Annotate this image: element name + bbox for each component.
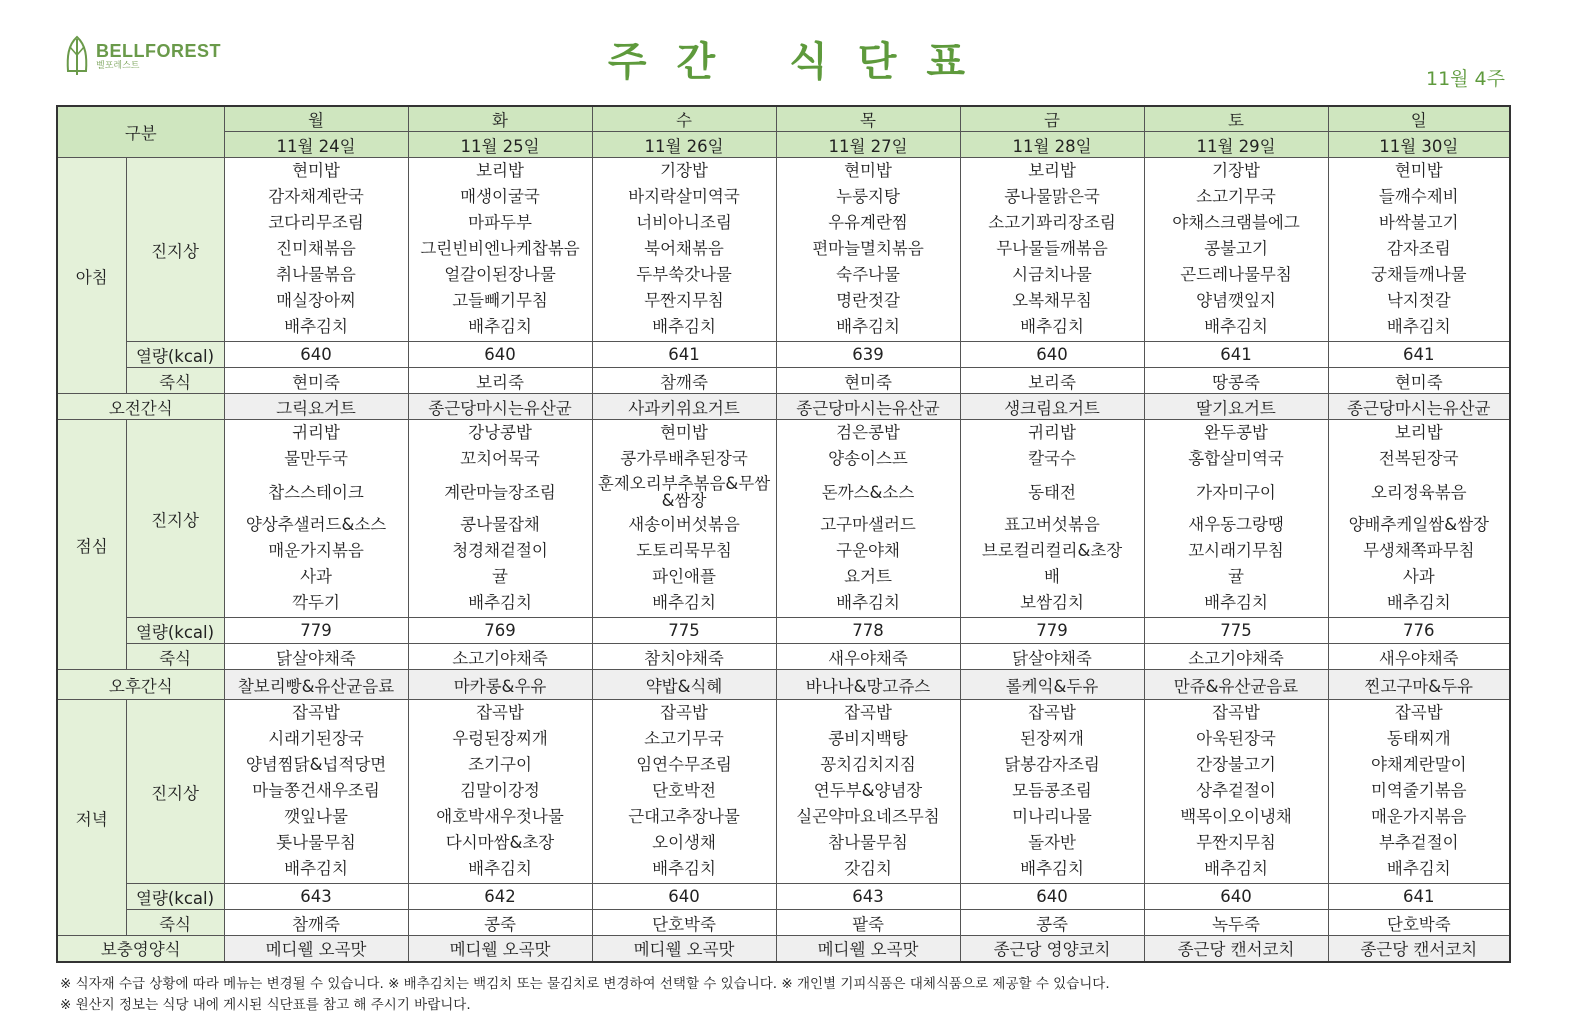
menu-item: 마파두부 xyxy=(468,213,532,232)
kcal-value: 640 xyxy=(960,884,1144,910)
snack-value: 메디웰 오곡맛 xyxy=(408,936,592,962)
kcal-value: 643 xyxy=(776,884,960,910)
menu-item: 기장밥 xyxy=(660,161,708,180)
menu-item: 바싹불고기 xyxy=(1378,213,1459,232)
menu-item: 잡곡밥 xyxy=(844,703,892,722)
main-label: 진지상 xyxy=(126,700,224,884)
menu-item: 현미밥 xyxy=(844,161,892,180)
week-label: 11월 4주 xyxy=(1425,68,1505,90)
kcal-value: 769 xyxy=(408,618,592,644)
menu-cell xyxy=(408,700,592,884)
menu-item: 고들빼기무침 xyxy=(452,291,548,310)
menu-item: 도토리묵무침 xyxy=(636,541,732,560)
menu-item: 배 xyxy=(1044,567,1060,586)
porridge-value: 닭살야채죽 xyxy=(960,644,1144,670)
menu-cell xyxy=(592,158,776,342)
menu-item: 배추김치 xyxy=(1204,859,1268,878)
menu-item: 돌자반 xyxy=(1028,833,1076,852)
menu-cell xyxy=(960,700,1144,884)
snack-value: 마카롱&우유 xyxy=(408,670,592,700)
snack-value: 메디웰 오곡맛 xyxy=(224,936,408,962)
snack-value: 그릭요거트 xyxy=(224,394,408,420)
menu-item: 배추김치 xyxy=(1386,859,1451,878)
menu-item: 찹스스테이크 xyxy=(268,482,364,502)
date-header: 11월 28일 xyxy=(960,132,1144,158)
menu-item: 배추김치 xyxy=(1204,317,1268,336)
menu-item: 매생이굴국 xyxy=(460,187,540,206)
menu-item: 누룽지탕 xyxy=(836,187,900,206)
menu-item: 강낭콩밥 xyxy=(468,423,532,442)
menu-item: 동태전 xyxy=(1028,482,1076,502)
menu-item: 콩가루배추된장국 xyxy=(620,449,748,468)
menu-item: 검은콩밥 xyxy=(836,423,900,442)
menu-item: 숙주나물 xyxy=(836,265,900,284)
snack-value: 찰보리빵&유산균음료 xyxy=(224,670,408,700)
menu-item: 궁채들깨나물 xyxy=(1370,265,1467,284)
menu-item: 구운야채 xyxy=(836,541,900,560)
menu-cell xyxy=(408,420,592,618)
menu-item: 꽁치김치지짐 xyxy=(820,755,916,774)
menu-item: 된장찌개 xyxy=(1020,729,1084,748)
kcal-label: 열량(kcal) xyxy=(126,618,224,644)
menu-item: 칼국수 xyxy=(1028,449,1076,468)
porridge-value: 현미죽 xyxy=(224,368,408,394)
menu-item: 오복채무침 xyxy=(1012,291,1092,310)
meal-label-breakfast: 아침 xyxy=(57,158,126,394)
menu-item: 진미채볶음 xyxy=(276,239,356,258)
kcal-value: 640 xyxy=(592,884,776,910)
menu-item: 아욱된장국 xyxy=(1196,729,1276,748)
menu-item: 상추겉절이 xyxy=(1196,781,1276,800)
menu-item: 물만두국 xyxy=(284,449,348,468)
menu-item: 배추김치 xyxy=(836,593,900,612)
date-header: 11월 24일 xyxy=(224,132,408,158)
menu-item: 배추김치 xyxy=(652,593,716,612)
logo-name: BELLFOREST xyxy=(96,40,221,61)
menu-item: 배추김치 xyxy=(1020,859,1084,878)
menu-item: 귤 xyxy=(1228,567,1244,586)
menu-cell xyxy=(592,700,776,884)
porridge-value: 녹두죽 xyxy=(1144,910,1328,936)
menu-item: 잡곡밥 xyxy=(292,703,340,722)
menu-item: 배추김치 xyxy=(1386,593,1451,612)
day-header: 토 xyxy=(1144,106,1328,132)
menu-cell xyxy=(1328,158,1510,342)
date-header: 11월 26일 xyxy=(592,132,776,158)
menu-item: 현미밥 xyxy=(660,423,708,442)
porridge-value: 보리죽 xyxy=(408,368,592,394)
menu-item: 귀리밥 xyxy=(1028,423,1076,442)
kcal-value: 779 xyxy=(224,618,408,644)
menu-item: 배추김치 xyxy=(652,317,716,336)
snack-value: 롤케익&두유 xyxy=(960,670,1144,700)
menu-item: 양상추샐러드&소스 xyxy=(245,515,387,534)
menu-item: 양송이스프 xyxy=(828,449,908,468)
date-header: 11월 29일 xyxy=(1144,132,1328,158)
menu-item: 낙지젓갈 xyxy=(1386,291,1451,310)
porridge-label: 죽식 xyxy=(126,644,224,670)
snack-value: 딸기요거트 xyxy=(1144,394,1328,420)
corner-header: 구분 xyxy=(57,106,224,158)
menu-item: 배추김치 xyxy=(468,317,532,336)
menu-item: 조기구이 xyxy=(468,755,532,774)
snack-value: 종근당마시는유산균 xyxy=(1328,394,1510,420)
menu-item: 감자채계란국 xyxy=(268,187,364,206)
note-line: ※ 식자재 수급 상황에 따라 메뉴는 변경될 수 있습니다. ※ 배추김치는 백김치 또는 물김치로 변경하여 선택할 수 있습니다. ※ 개인별 기피식품은 대체식품으로 제공할 수 있습니다. xyxy=(60,976,1110,992)
menu-item: 잡곡밥 xyxy=(1028,703,1076,722)
menu-item: 그린빈비엔나케찹볶음 xyxy=(420,239,580,258)
menu-item: 임연수무조림 xyxy=(636,755,732,774)
menu-item: 양념찜닭&넙적당면 xyxy=(245,755,387,774)
page-title: 주간 식단표 xyxy=(607,39,996,85)
menu-item: 매실장아찌 xyxy=(276,291,356,310)
menu-cell xyxy=(1144,158,1328,342)
porridge-label: 죽식 xyxy=(126,368,224,394)
menu-cell xyxy=(224,158,408,342)
menu-cell xyxy=(960,420,1144,618)
menu-item: 배추김치 xyxy=(468,593,532,612)
snack-value: 종근당 캔서코치 xyxy=(1328,936,1510,962)
day-header: 목 xyxy=(776,106,960,132)
main-label: 진지상 xyxy=(126,420,224,618)
menu-item: 취나물볶음 xyxy=(276,265,356,284)
day-header: 월 xyxy=(224,106,408,132)
menu-item: 너비아니조림 xyxy=(636,213,732,232)
date-header: 11월 27일 xyxy=(776,132,960,158)
snack-value: 바나나&망고쥬스 xyxy=(776,670,960,700)
menu-item: 브로컬리컬리&초장 xyxy=(981,541,1123,560)
menu-cell xyxy=(776,420,960,618)
kcal-value: 641 xyxy=(592,342,776,368)
menu-cell xyxy=(776,158,960,342)
menu-cell xyxy=(776,700,960,884)
kcal-value: 641 xyxy=(1328,342,1510,368)
menu-item: 배추김치 xyxy=(1204,593,1268,612)
snack-value: 사과키위요거트 xyxy=(592,394,776,420)
menu-item: 배추김치 xyxy=(836,317,900,336)
kcal-value: 640 xyxy=(224,342,408,368)
day-header: 금 xyxy=(960,106,1144,132)
menu-item: 사과 xyxy=(300,567,332,586)
menu-item: 편마늘멸치볶음 xyxy=(812,239,924,258)
meal-label-dinner: 저녁 xyxy=(57,700,126,936)
menu-item: 참나물무침 xyxy=(828,833,908,852)
main-label: 진지상 xyxy=(126,158,224,342)
snack-value: 종근당마시는유산균 xyxy=(408,394,592,420)
porridge-value: 닭살야채죽 xyxy=(224,644,408,670)
menu-cell xyxy=(1328,420,1510,618)
menu-item: 귤 xyxy=(492,567,508,586)
kcal-value: 778 xyxy=(776,618,960,644)
snack-value: 종근당마시는유산균 xyxy=(776,394,960,420)
kcal-label: 열량(kcal) xyxy=(126,342,224,368)
menu-item: 닭봉감자조림 xyxy=(1004,755,1100,774)
porridge-value: 새우야채죽 xyxy=(1328,644,1510,670)
day-header: 수 xyxy=(592,106,776,132)
kcal-value: 775 xyxy=(592,618,776,644)
menu-item: 야채스크램블에그 xyxy=(1172,213,1300,232)
kcal-value: 640 xyxy=(408,342,592,368)
porridge-value: 콩죽 xyxy=(408,910,592,936)
menu-item: 바지락살미역국 xyxy=(628,187,740,206)
porridge-value: 현미죽 xyxy=(776,368,960,394)
menu-item: 명란젓갈 xyxy=(836,291,900,310)
snack-value: 종근당 영양코치 xyxy=(960,936,1144,962)
menu-item: 잡곡밥 xyxy=(1394,703,1443,722)
porridge-value: 현미죽 xyxy=(1328,368,1510,394)
porridge-value: 소고기야채죽 xyxy=(408,644,592,670)
kcal-value: 779 xyxy=(960,618,1144,644)
menu-item: 훈제오리부추볶음&무쌈&쌈장 xyxy=(597,474,771,510)
menu-item: 새우동그랑땡 xyxy=(1188,515,1284,534)
menu-item: 무생채쪽파무침 xyxy=(1362,541,1475,560)
menu-item: 근대고추장나물 xyxy=(628,807,740,826)
menu-item: 시금치나물 xyxy=(1012,265,1092,284)
menu-item: 깻잎나물 xyxy=(284,807,348,826)
menu-item: 보쌈김치 xyxy=(1020,593,1084,612)
porridge-value: 새우야채죽 xyxy=(776,644,960,670)
porridge-value: 단호박죽 xyxy=(592,910,776,936)
menu-item: 시래기된장국 xyxy=(268,729,364,748)
logo-subtitle: 벨포레스트 xyxy=(96,60,140,71)
menu-item: 모듬콩조림 xyxy=(1012,781,1092,800)
snack-value: 메디웰 오곡맛 xyxy=(776,936,960,962)
menu-item: 콩나물잡채 xyxy=(460,515,540,534)
footer-notes xyxy=(60,974,1110,1016)
menu-item: 꼬시래기무침 xyxy=(1188,541,1284,560)
meal-label-lunch: 점심 xyxy=(57,420,126,670)
date-header: 11월 30일 xyxy=(1328,132,1510,158)
menu-item: 요거트 xyxy=(844,567,892,586)
porridge-value: 콩죽 xyxy=(960,910,1144,936)
menu-item: 돈까스&소스 xyxy=(821,482,915,502)
menu-item: 매운가지볶음 xyxy=(1370,807,1467,826)
menu-item: 배추김치 xyxy=(284,317,348,336)
menu-item: 오리정육볶음 xyxy=(1370,482,1467,502)
menu-item: 홍합살미역국 xyxy=(1188,449,1284,468)
menu-item: 감자조림 xyxy=(1386,239,1451,258)
snack-label: 오전간식 xyxy=(57,394,224,420)
menu-item: 배추김치 xyxy=(1020,317,1084,336)
menu-item: 무짠지무침 xyxy=(1196,833,1276,852)
porridge-value: 보리죽 xyxy=(960,368,1144,394)
menu-item: 연두부&양념장 xyxy=(813,781,923,800)
menu-item: 미나리나물 xyxy=(1012,807,1092,826)
menu-item: 콩나물맑은국 xyxy=(1004,187,1100,206)
menu-item: 콩비지백탕 xyxy=(828,729,908,748)
porridge-value: 참깨죽 xyxy=(592,368,776,394)
menu-item: 현미밥 xyxy=(1394,161,1443,180)
menu-item: 우렁된장찌개 xyxy=(452,729,548,748)
menu-item: 고구마샐러드 xyxy=(820,515,916,534)
kcal-value: 642 xyxy=(408,884,592,910)
menu-item: 소고기무국 xyxy=(644,729,724,748)
menu-item: 현미밥 xyxy=(292,161,340,180)
snack-value: 생크림요거트 xyxy=(960,394,1144,420)
porridge-value: 참깨죽 xyxy=(224,910,408,936)
menu-item: 얼갈이된장나물 xyxy=(444,265,556,284)
porridge-value: 팥죽 xyxy=(776,910,960,936)
kcal-value: 640 xyxy=(1144,884,1328,910)
day-header: 화 xyxy=(408,106,592,132)
menu-item: 들깨수제비 xyxy=(1378,187,1459,206)
menu-item: 실곤약마요네즈무침 xyxy=(796,807,940,826)
snack-value: 약밥&식혜 xyxy=(592,670,776,700)
menu-item: 파인애플 xyxy=(652,567,716,586)
menu-item: 배추김치 xyxy=(468,859,532,878)
kcal-value: 639 xyxy=(776,342,960,368)
snack-value: 만쥬&유산균음료 xyxy=(1144,670,1328,700)
menu-item: 애호박새우젓나물 xyxy=(436,807,564,826)
snack-label: 보충영양식 xyxy=(57,936,224,962)
porridge-value: 참치야채죽 xyxy=(592,644,776,670)
menu-item: 우유계란찜 xyxy=(828,213,908,232)
menu-item: 갓김치 xyxy=(844,859,892,878)
day-header: 일 xyxy=(1328,106,1510,132)
menu-item: 간장불고기 xyxy=(1196,755,1276,774)
menu-item: 무짠지무침 xyxy=(644,291,724,310)
menu-item: 소고기무국 xyxy=(1196,187,1276,206)
porridge-value: 단호박죽 xyxy=(1328,910,1510,936)
menu-item: 잡곡밥 xyxy=(660,703,708,722)
note-line: ※ 원산지 정보는 식당 내에 게시된 식단표를 참고 해 주시기 바랍니다. xyxy=(60,997,471,1013)
menu-item: 가자미구이 xyxy=(1196,482,1276,502)
menu-item: 다시마쌈&초장 xyxy=(445,833,555,852)
menu-item: 김말이강정 xyxy=(460,781,540,800)
menu-cell xyxy=(960,158,1144,342)
menu-item: 청경채겉절이 xyxy=(452,541,548,560)
menu-item: 콩불고기 xyxy=(1204,239,1268,258)
snack-value: 종근당 캔서코치 xyxy=(1144,936,1328,962)
menu-item: 완두콩밥 xyxy=(1204,423,1268,442)
kcal-value: 641 xyxy=(1328,884,1510,910)
menu-item: 단호박전 xyxy=(652,781,716,800)
menu-item: 배추김치 xyxy=(1386,317,1451,336)
menu-item: 오이생채 xyxy=(652,833,716,852)
menu-item: 사과 xyxy=(1402,567,1435,586)
menu-item: 잡곡밥 xyxy=(476,703,524,722)
menu-item: 보리밥 xyxy=(1394,423,1443,442)
menu-cell xyxy=(1328,700,1510,884)
menu-item: 부추겉절이 xyxy=(1378,833,1459,852)
menu-item: 동태찌개 xyxy=(1386,729,1451,748)
menu-item: 꼬치어묵국 xyxy=(460,449,540,468)
menu-item: 소고기꽈리장조림 xyxy=(988,213,1116,232)
snack-value: 찐고구마&두유 xyxy=(1328,670,1510,700)
kcal-value: 776 xyxy=(1328,618,1510,644)
porridge-value: 소고기야채죽 xyxy=(1144,644,1328,670)
snack-label: 오후간식 xyxy=(57,670,224,700)
menu-cell xyxy=(408,158,592,342)
menu-cell xyxy=(224,420,408,618)
menu-item: 잡곡밥 xyxy=(1212,703,1260,722)
menu-cell xyxy=(592,420,776,618)
menu-item: 계란마늘장조림 xyxy=(444,482,556,502)
menu-item: 무나물들깨볶음 xyxy=(996,239,1108,258)
menu-item: 북어채볶음 xyxy=(644,239,724,258)
menu-item: 기장밥 xyxy=(1212,161,1260,180)
kcal-label: 열량(kcal) xyxy=(126,884,224,910)
menu-item: 배추김치 xyxy=(284,859,348,878)
kcal-value: 640 xyxy=(960,342,1144,368)
menu-item: 새송이버섯볶음 xyxy=(628,515,740,534)
menu-item: 곤드레나물무침 xyxy=(1180,265,1292,284)
kcal-value: 775 xyxy=(1144,618,1328,644)
menu-item: 매운가지볶음 xyxy=(268,541,364,560)
date-header: 11월 25일 xyxy=(408,132,592,158)
kcal-value: 641 xyxy=(1144,342,1328,368)
menu-item: 코다리무조림 xyxy=(268,213,364,232)
weekly-menu-table xyxy=(56,105,1511,963)
porridge-value: 땅콩죽 xyxy=(1144,368,1328,394)
menu-item: 양배추케일쌈&쌈장 xyxy=(1348,515,1489,534)
snack-value: 메디웰 오곡맛 xyxy=(592,936,776,962)
menu-cell xyxy=(224,700,408,884)
menu-item: 미역줄기볶음 xyxy=(1370,781,1467,800)
menu-item: 배추김치 xyxy=(652,859,716,878)
menu-item: 마늘쫑건새우조림 xyxy=(252,781,380,800)
menu-item: 보리밥 xyxy=(476,161,524,180)
menu-cell xyxy=(1144,700,1328,884)
menu-item: 깍두기 xyxy=(292,593,340,612)
menu-item: 보리밥 xyxy=(1028,161,1076,180)
menu-item: 양념깻잎지 xyxy=(1196,291,1276,310)
menu-item: 백목이오이냉채 xyxy=(1180,807,1292,826)
kcal-value: 643 xyxy=(224,884,408,910)
menu-item: 두부쑥갓나물 xyxy=(636,265,732,284)
menu-item: 표고버섯볶음 xyxy=(1004,515,1100,534)
menu-item: 톳나물무침 xyxy=(276,833,356,852)
menu-item: 전복된장국 xyxy=(1378,449,1459,468)
menu-item: 귀리밥 xyxy=(292,423,340,442)
porridge-label: 죽식 xyxy=(126,910,224,936)
menu-cell xyxy=(1144,420,1328,618)
menu-item: 야채계란말이 xyxy=(1370,755,1467,774)
